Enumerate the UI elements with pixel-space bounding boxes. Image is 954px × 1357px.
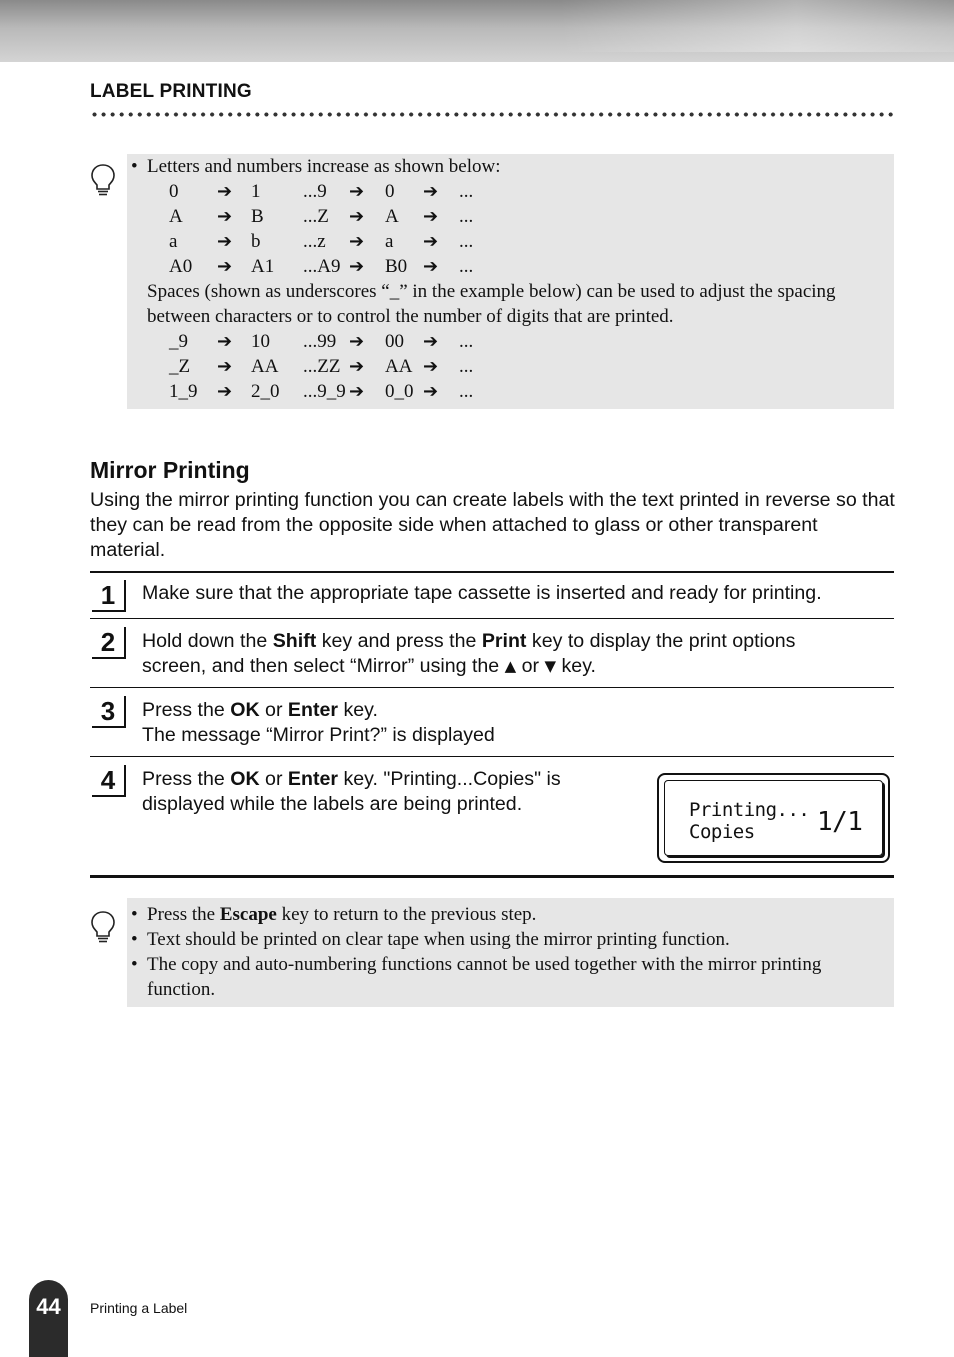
- seq-value: a: [385, 231, 394, 252]
- seq-value: A1: [251, 256, 275, 277]
- arrow-icon: ➔: [423, 231, 439, 252]
- seq-value: ...9_9: [303, 381, 346, 402]
- seq-value: b: [251, 231, 261, 252]
- step-text-part: key.: [556, 655, 596, 677]
- bullet: •: [131, 954, 138, 975]
- up-arrow-icon: ▲: [504, 657, 517, 675]
- step-text: [142, 767, 561, 817]
- bullet: •: [131, 156, 138, 177]
- seq-value: ...: [459, 356, 474, 377]
- header-band-highlight: [560, 0, 954, 52]
- key-name-escape: Escape: [219, 904, 277, 925]
- note-text-part: key to return to the previous step.: [276, 904, 537, 925]
- note-box-increments: [127, 154, 894, 409]
- sequence-row: [127, 354, 894, 379]
- step-text: [142, 698, 495, 748]
- step-2: [90, 619, 894, 687]
- heading-mirror-printing: Mirror Printing: [90, 457, 250, 483]
- key-name-ok: OK: [230, 768, 260, 790]
- step-number: 1: [92, 580, 126, 612]
- step-3: [90, 688, 894, 756]
- seq-value: a: [169, 231, 178, 252]
- seq-value: ...ZZ: [303, 356, 341, 377]
- seq-value: ...A9: [303, 256, 341, 277]
- arrow-icon: ➔: [217, 356, 233, 377]
- lcd-copy-count: 1/1: [817, 807, 863, 837]
- note-item: [147, 902, 887, 927]
- step-text-part: The message “Mirror Print?” is displayed: [142, 724, 495, 746]
- seq-value: ...99: [303, 331, 337, 352]
- step-number: 3: [92, 696, 126, 728]
- arrow-icon: ➔: [349, 231, 365, 252]
- step-text-part: Press the: [142, 699, 231, 721]
- arrow-icon: ➔: [349, 206, 365, 227]
- seq-value: A: [385, 206, 399, 227]
- step-text-part: or: [516, 655, 545, 677]
- seq-value: 1: [251, 181, 261, 202]
- lcd-display: [657, 773, 890, 863]
- arrow-icon: ➔: [349, 381, 365, 402]
- step-text-part: key.: [338, 699, 378, 721]
- seq-value: ...Z: [303, 206, 329, 227]
- arrow-icon: ➔: [349, 331, 365, 352]
- dotted-divider: [90, 111, 894, 118]
- seq-value: _Z: [169, 356, 191, 377]
- sequence-row: [127, 254, 894, 279]
- lcd-line-printing: Printing...: [689, 799, 810, 821]
- page-number: 44: [36, 1294, 61, 1319]
- footer-label: Printing a Label: [90, 1300, 188, 1316]
- sequence-row: [127, 179, 894, 204]
- arrow-icon: ➔: [217, 231, 233, 252]
- seq-value: ...: [459, 256, 474, 277]
- seq-value: ...: [459, 381, 474, 402]
- arrow-icon: ➔: [217, 256, 233, 277]
- arrow-icon: ➔: [423, 356, 439, 377]
- key-name-enter: Enter: [287, 768, 339, 790]
- step-number: 4: [92, 765, 126, 797]
- seq-value: 00: [385, 331, 404, 352]
- intro-paragraph: Using the mirror printing function you can create labels with the text printed in reverse so that they can be read from the opposite side when attached to glass or other transparent material.: [90, 489, 895, 561]
- step-number: 2: [92, 627, 126, 659]
- down-arrow-icon: ▼: [544, 657, 557, 675]
- note-paragraph: Spaces (shown as underscores “_” in the example below) can be used to adjust the spacing between characters or to control the number of digits that are printed.: [147, 281, 836, 327]
- step-text-part: or: [259, 699, 288, 721]
- seq-value: A: [169, 206, 183, 227]
- arrow-icon: ➔: [423, 256, 439, 277]
- section-end-rule: [90, 875, 894, 878]
- lightbulb-icon: [90, 910, 116, 944]
- note-line: Letters and numbers increase as shown below:: [147, 156, 501, 177]
- arrow-icon: ➔: [217, 206, 233, 227]
- section-title: LABEL PRINTING: [90, 81, 252, 102]
- step-text-part: Hold down the: [142, 630, 273, 652]
- sequence-row: [127, 229, 894, 254]
- seq-value: B0: [385, 256, 408, 277]
- arrow-icon: ➔: [423, 331, 439, 352]
- sequence-row: [127, 329, 894, 354]
- arrow-icon: ➔: [217, 331, 233, 352]
- seq-value: 0: [385, 181, 395, 202]
- seq-value: ...: [459, 231, 474, 252]
- sequence-row: [127, 379, 894, 404]
- seq-value: B: [251, 206, 264, 227]
- lcd-screen: [664, 780, 883, 856]
- arrow-icon: ➔: [217, 381, 233, 402]
- step-text-part: screen, and then select “Mirror” using the: [142, 655, 505, 677]
- key-name-enter: Enter: [287, 699, 339, 721]
- seq-value: ...9: [303, 181, 327, 202]
- seq-value: 0_0: [385, 381, 414, 402]
- arrow-icon: ➔: [349, 256, 365, 277]
- arrow-icon: ➔: [349, 356, 365, 377]
- arrow-icon: ➔: [423, 206, 439, 227]
- note-box-tips: [127, 898, 894, 1007]
- step-text-part: key and press the: [316, 630, 482, 652]
- arrow-icon: ➔: [349, 181, 365, 202]
- seq-value: 0: [169, 181, 179, 202]
- step-text-part: displayed while the labels are being printed.: [142, 793, 523, 815]
- note-item: Text should be printed on clear tape when using the mirror printing function.: [147, 929, 730, 950]
- key-name-ok: OK: [230, 699, 260, 721]
- step-text-part: key. "Printing...Copies" is: [338, 768, 561, 790]
- bullet: •: [131, 904, 138, 925]
- step-text: Make sure that the appropriate tape cassette is inserted and ready for printing.: [142, 582, 822, 604]
- seq-value: AA: [385, 356, 413, 377]
- note-item: The copy and auto-numbering functions cannot be used together with the mirror printing function.: [147, 954, 822, 1000]
- arrow-icon: ➔: [217, 181, 233, 202]
- step-text-part: or: [259, 768, 288, 790]
- lightbulb-icon: [90, 163, 116, 197]
- key-name-shift: Shift: [272, 630, 317, 652]
- seq-value: ...: [459, 206, 474, 227]
- seq-value: A0: [169, 256, 193, 277]
- key-name-print: Print: [481, 630, 527, 652]
- step-text: [142, 629, 795, 679]
- arrow-icon: ➔: [423, 381, 439, 402]
- sequence-row: [127, 204, 894, 229]
- seq-value: AA: [251, 356, 279, 377]
- bullet: •: [131, 929, 138, 950]
- seq-value: ...z: [303, 231, 326, 252]
- lcd-line-copies: Copies: [689, 821, 755, 843]
- seq-value: 1_9: [169, 381, 198, 402]
- arrow-icon: ➔: [423, 181, 439, 202]
- seq-value: 2_0: [251, 381, 280, 402]
- note-text-part: Press the: [147, 904, 220, 925]
- seq-value: 10: [251, 331, 270, 352]
- seq-value: ...: [459, 331, 474, 352]
- seq-value: _9: [169, 331, 188, 352]
- step-text-part: key to display the print options: [526, 630, 796, 652]
- seq-value: ...: [459, 181, 474, 202]
- step-text-part: Press the: [142, 768, 231, 790]
- step-1: [90, 573, 894, 618]
